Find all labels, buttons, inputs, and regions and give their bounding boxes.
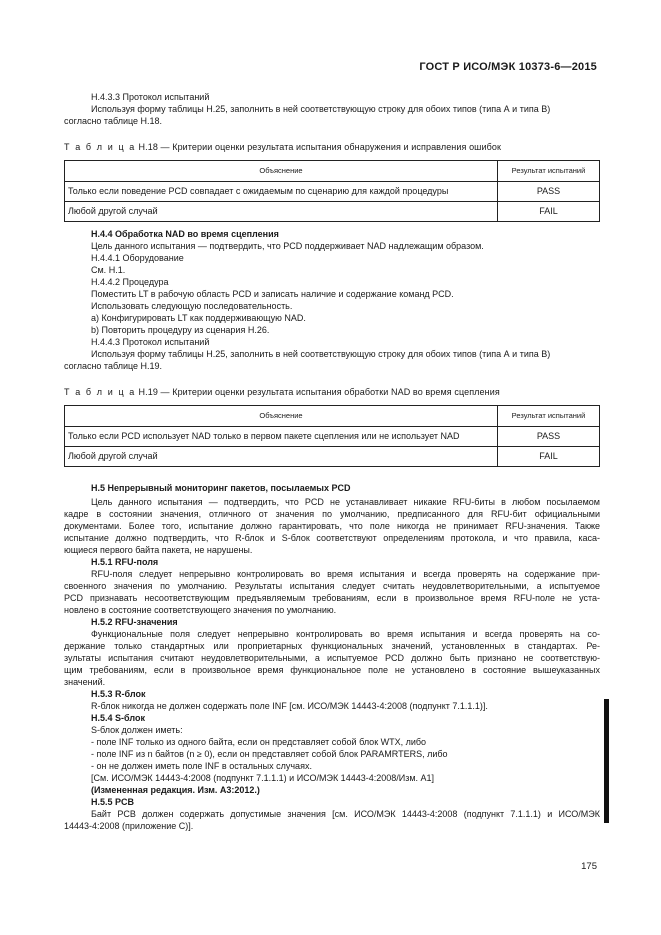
table-cell-result: FAIL xyxy=(498,447,600,467)
list-item: - поле INF из n байтов (n ≥ 0), если он представляет собой блок PARAMRTERS, либо xyxy=(91,749,448,759)
table-h19 xyxy=(64,405,600,467)
change-bar xyxy=(604,699,609,823)
table-caption-prefix: Т а б л и ц а xyxy=(64,142,136,152)
list-item: b) Повторить процедуру из сценария H.26. xyxy=(91,325,270,335)
list-item: - он не должен иметь поле INF в остальных случаях. xyxy=(91,761,312,771)
table-caption xyxy=(64,387,600,399)
paragraph-line: Функциональные поля следует непрерывно контролировать во время испытания и всегда проверять на со- xyxy=(91,629,600,639)
paragraph-line: Используя форму таблицы H.25, заполнить в ней соответствующую строку для обоих типов (типа А и типа В) xyxy=(91,104,551,114)
table-cell-result: PASS xyxy=(498,427,600,447)
subsection-heading: H.5.4 S-блок xyxy=(91,713,145,723)
table-caption-text: H.19 — Критерии оценки результата испытания обработки NAD во время сцепления xyxy=(138,387,500,397)
subsection-heading: H.5.3 R-блок xyxy=(91,689,146,699)
list-item: - поле INF только из одного байта, если он представляет собой блок WTX, либо xyxy=(91,737,427,747)
paragraph-line: согласно таблице H.19. xyxy=(64,361,163,371)
table-row xyxy=(65,427,600,447)
page-number: 175 xyxy=(581,861,597,872)
paragraph-line: своенного значения по умолчанию. Результаты испытания следует считать неудовлетворительными, а испытуемое xyxy=(64,581,600,591)
table-cell-result: PASS xyxy=(498,182,600,202)
document-header: ГОСТ Р ИСО/МЭК 10373-6—2015 xyxy=(419,61,597,73)
column-header-explanation: Объяснение xyxy=(65,406,498,427)
paragraph-line: RFU-поля следует непрерывно контролировать во время испытания и всегда проверять на содержание при- xyxy=(91,569,600,579)
paragraph-line: 14443-4:2008 (приложение С)]. xyxy=(64,821,194,831)
paragraph-line: R-блок никогда не должен содержать поле INF [см. ИСО/МЭК 14443-4:2008 (подпункт 7.1.1.1)]. xyxy=(91,701,488,711)
table-caption-text: H.18 — Критерии оценки результата испытания обнаружения и исправления ошибок xyxy=(138,142,502,152)
table-row xyxy=(65,447,600,467)
paragraph-line: кадре в состоянии значения, отличного от значения по умолчанию, предписанного для RFU-бит официальными xyxy=(64,509,600,519)
paragraph-line: Поместить LT в рабочую область PCD и записать наличие и содержание команд PCD. xyxy=(91,289,454,299)
paragraph-line: новлено в состояние соответствующего значения по умолчанию. xyxy=(64,605,337,615)
paragraph-line: ющиеся первого байта пакета, не нарушены. xyxy=(64,545,253,555)
paragraph-line: Используя форму таблицы H.25, заполнить в ней соответствующую строку для обоих типов (типа А и типа В) xyxy=(91,349,551,359)
paragraph-line: S-блок должен иметь: xyxy=(91,725,183,735)
table-cell-explanation: Только если поведение PCD совпадает с ожидаемым по сценарию для каждой процедуры xyxy=(65,182,498,202)
section-heading: H.5 Непрерывный мониторинг пакетов, посылаемых PCD xyxy=(91,483,351,493)
table-row xyxy=(65,202,600,222)
paragraph-line: Цель данного испытания — подтвердить, что PCD поддерживает NAD надлежащим образом. xyxy=(91,241,484,251)
subsection-heading: H.5.2 RFU-значения xyxy=(91,617,178,627)
table-caption xyxy=(64,142,600,154)
table-row xyxy=(65,182,600,202)
table-header-row xyxy=(65,406,600,427)
paragraph-line: документами. Более того, испытание должно гарантировать, что поле никогда не принимает RFU-значения. Также xyxy=(64,521,600,531)
column-header-result: Результат испытаний xyxy=(498,161,600,182)
table-caption-prefix: Т а б л и ц а xyxy=(64,387,136,397)
table-cell-result: FAIL xyxy=(498,202,600,222)
section-heading: H.4.4 Обработка NAD во время сцепления xyxy=(91,229,279,239)
amendment-note: (Измененная редакция. Изм. А3:2012.) xyxy=(91,785,260,795)
table-header-row xyxy=(65,161,600,182)
table-cell-explanation: Любой другой случай xyxy=(65,202,498,222)
list-item: a) Конфигурировать LT как поддерживающую NAD. xyxy=(91,313,306,323)
column-header-explanation: Объяснение xyxy=(65,161,498,182)
reference-note: [См. ИСО/МЭК 14443-4:2008 (подпункт 7.1.1.1) и ИСО/МЭК 14443-4:2008/Изм. А1] xyxy=(91,773,435,783)
paragraph-line: См. H.1. xyxy=(91,265,126,275)
paragraph-line: Байт PCB должен содержать допустимые значения [см. ИСО/МЭК 14443-4:2008 (подпункт 7.1.1.1) и ИСО/МЭК xyxy=(91,809,600,819)
paragraph-line: держание только стандартных или проприетарных функциональных значений, установленных в стандартах. Ре- xyxy=(64,641,600,651)
paragraph-line: испытание должно подтвердить, что R-блок и S-блок соответствуют определениям протокола, и что правила, каса- xyxy=(64,533,600,543)
subsection-heading: H.4.4.2 Процедура xyxy=(91,277,169,287)
paragraph-line: значений. xyxy=(64,677,106,687)
table-cell-explanation: Любой другой случай xyxy=(65,447,498,467)
column-header-result: Результат испытаний xyxy=(498,406,600,427)
table-cell-explanation: Только если PCD использует NAD только в первом пакете сцепления или не использует NAD xyxy=(65,427,498,447)
paragraph-line: щим требованиям, если в произвольное время функциональное поле не установлено в состояние вышеуказанных xyxy=(64,665,600,675)
paragraph-line: Цель данного испытания — подтвердить, что PCD не устанавливает никакие RFU-биты в любом посылаемом xyxy=(91,497,600,507)
paragraph-line: зультаты испытания считают неудовлетворительными, а испытуемое PCD должно быть признано не соответствую- xyxy=(64,653,600,663)
paragraph-line: PCD признавать несоответствующим предъявляемым требованиям, если в произвольное время RFU-поле не уста- xyxy=(64,593,600,603)
subsection-heading: H.5.5 PCB xyxy=(91,797,135,807)
paragraph-line: Использовать следующую последовательность. xyxy=(91,301,293,311)
subsection-heading: H.5.1 RFU-поля xyxy=(91,557,159,567)
subsection-heading: H.4.3.3 Протокол испытаний xyxy=(91,92,210,102)
paragraph-line: согласно таблице H.18. xyxy=(64,116,163,126)
subsection-heading: H.4.4.3 Протокол испытаний xyxy=(91,337,210,347)
table-h18 xyxy=(64,160,600,222)
subsection-heading: H.4.4.1 Оборудование xyxy=(91,253,184,263)
